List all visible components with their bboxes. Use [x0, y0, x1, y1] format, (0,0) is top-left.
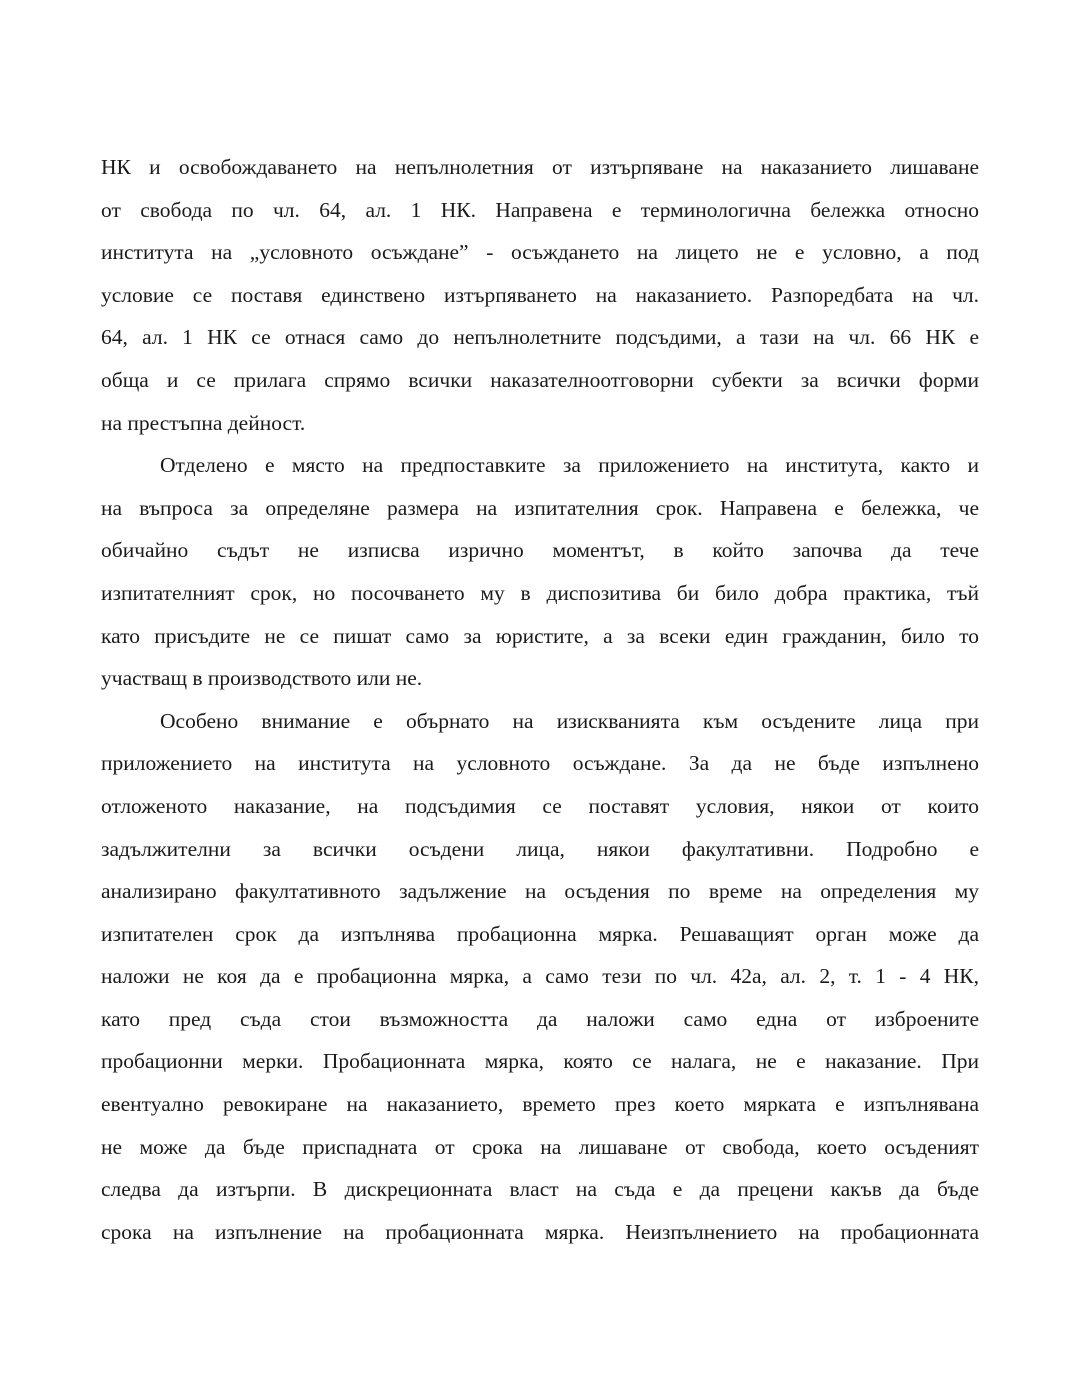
text-line: на въпроса за определяне размера на изпитателния срок. Направена е бележка, че [101, 495, 979, 520]
text-line: изпитателният срок, но посочването му в диспозитива би било добра практика, тъй [101, 580, 979, 605]
text-line: Отделено е място на предпоставките за приложението на института, както и [160, 453, 979, 478]
text-line: следва да изтърпи. В дискреционната власт на съда е да прецени какъв да бъде [101, 1177, 979, 1202]
text-line: на престъпна дейност. [101, 410, 306, 435]
text-line: участващ в производството или не. [101, 666, 423, 691]
text-line: като присъдите не се пишат само за юристите, а за всеки един гражданин, било то [101, 623, 979, 648]
text-line: от свобода по чл. 64, ал. 1 НК. Направена е терминологична бележка относно [101, 197, 979, 222]
text-line: не може да бъде приспадната от срока на лишаване от свобода, което осъденият [101, 1134, 979, 1159]
text-line: НК и освобождаването на непълнолетния от изтърпяване на наказанието лишаване [101, 155, 979, 179]
text-line: отложеното наказание, на подсъдимия се поставят условия, някои от които [101, 793, 979, 818]
paragraph-3 [101, 700, 979, 1254]
text-line: изпитателен срок да изпълнява пробационна мярка. Решаващият орган може да [101, 921, 979, 946]
text-line: задължителни за всички осъдени лица, някои факултативни. Подробно е [101, 836, 979, 861]
text-line: пробационни мерки. Пробационната мярка, която се налага, не е наказание. При [101, 1049, 979, 1074]
text-line: обща и се прилага спрямо всички наказателноотговорни субекти за всички форми [101, 367, 979, 392]
document-body [101, 146, 979, 1253]
text-line: Особено внимание е обърнато на изискванията към осъдените лица при [160, 708, 979, 733]
text-line: приложението на института на условното осъждане. За да не бъде изпълнено [101, 751, 979, 776]
text-line: евентуално ревокиране на наказанието, времето през което мярката е изпълнявана [101, 1092, 979, 1117]
text-line: като пред съда стои възможността да наложи само една от изброените [101, 1006, 979, 1031]
paragraph-1 [101, 146, 979, 444]
text-line: обичайно съдът не изписва изрично моментът, в който започва да тече [101, 538, 979, 563]
paragraph-2 [101, 444, 979, 700]
text-line: 64, ал. 1 НК се отнася само до непълнолетните подсъдими, а тази на чл. 66 НК е [101, 325, 979, 350]
text-line: наложи не коя да е пробационна мярка, а само тези по чл. 42а, ал. 2, т. 1 - 4 НК, [101, 964, 979, 989]
text-line: срока на изпълнение на пробационната мярка. Неизпълнението на пробационната [101, 1219, 979, 1244]
text-line: анализирано факултативното задължение на осъдения по време на определения му [101, 879, 979, 904]
text-line: условие се поставя единствено изтърпяването на наказанието. Разпоредбата на чл. [101, 282, 979, 307]
text-line: института на „условното осъждане” - осъждането на лицето не е условно, а под [101, 240, 979, 265]
